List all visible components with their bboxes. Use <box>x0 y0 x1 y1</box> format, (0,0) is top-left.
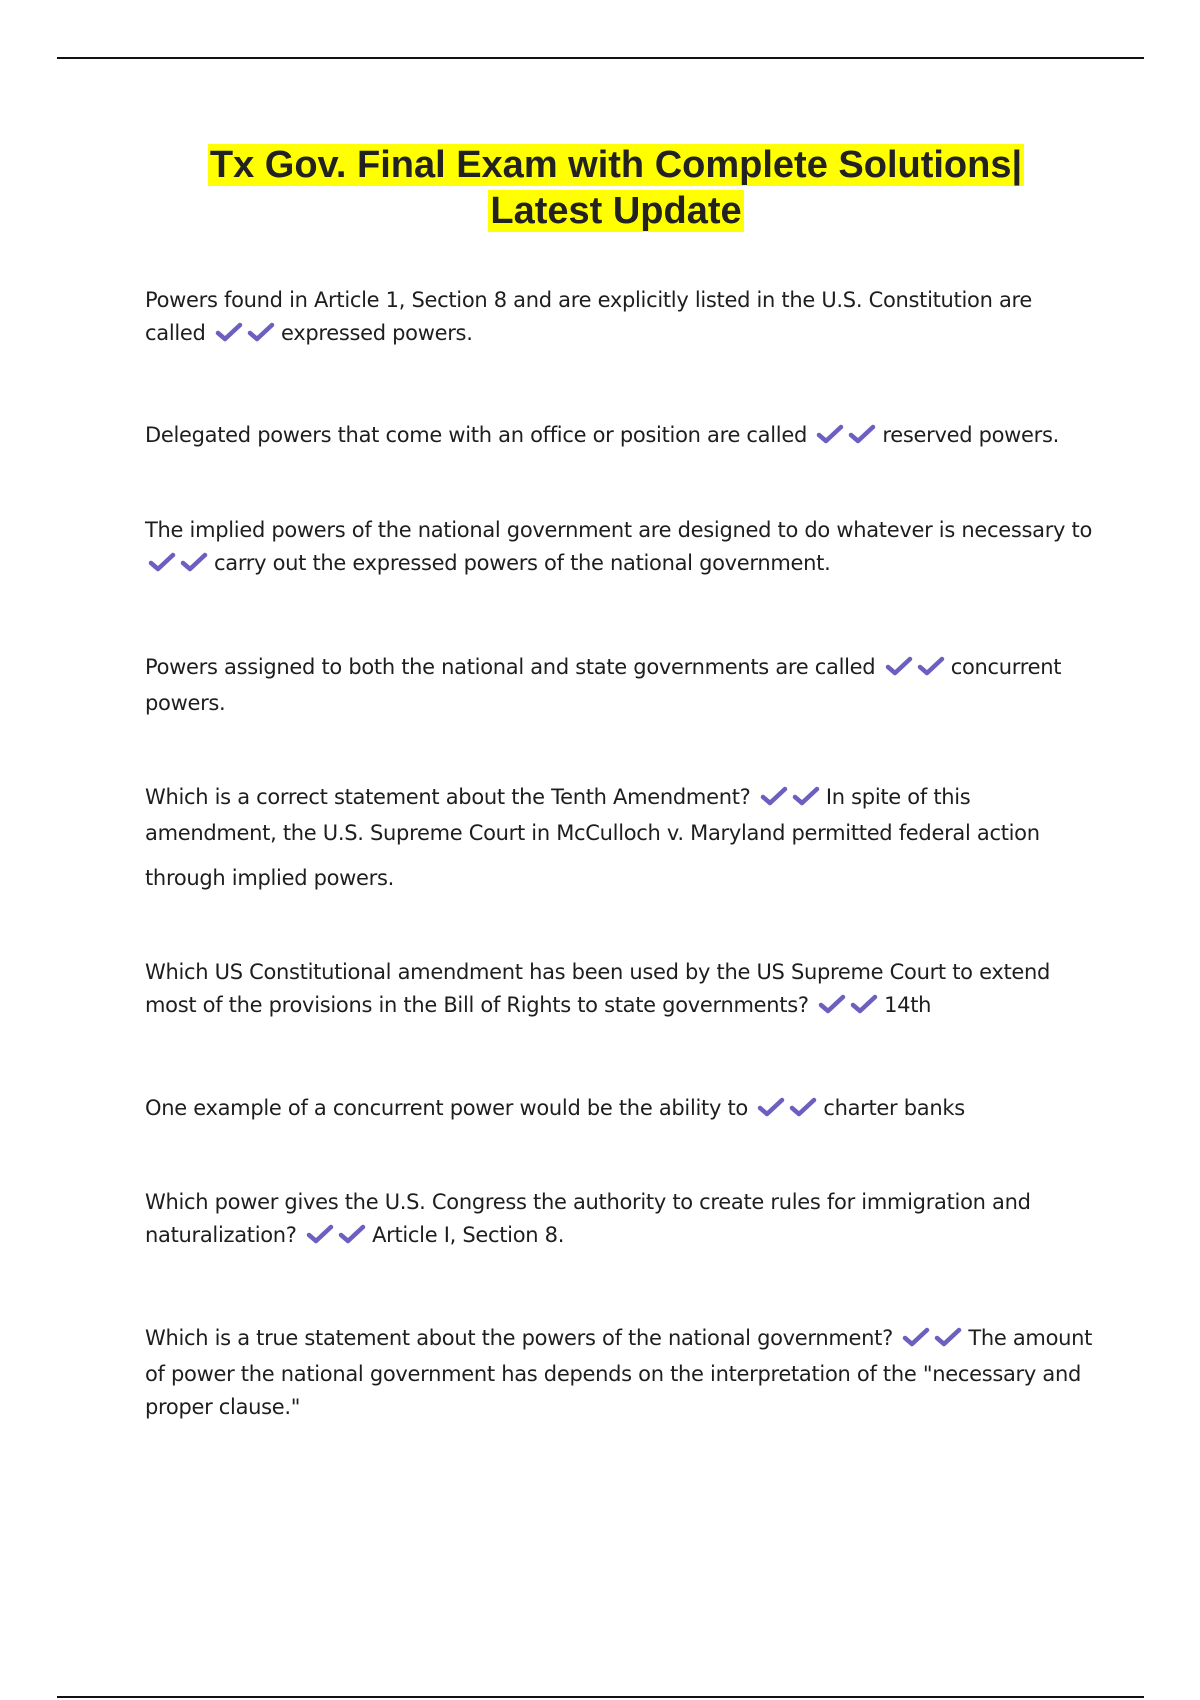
check-icon <box>885 655 913 677</box>
answer-marker <box>215 320 279 353</box>
answer-text: reserved powers. <box>882 423 1060 447</box>
answer-text: charter banks <box>823 1096 965 1120</box>
question-text: Delegated powers that come with an office or position are called <box>145 423 807 447</box>
check-icon <box>816 423 844 445</box>
qa-item <box>145 956 1095 1025</box>
answer-marker <box>818 992 882 1025</box>
check-icon <box>789 1096 817 1118</box>
bottom-divider <box>57 1696 1144 1698</box>
title-line-2: Latest Update <box>490 190 742 232</box>
answer-text: Article I, Section 8. <box>372 1223 565 1247</box>
question-text: The implied powers of the national government are designed to do whatever is necessary to <box>145 518 1093 542</box>
answer-text: 14th <box>884 993 932 1017</box>
answer-marker <box>148 550 212 583</box>
qa-item <box>145 1322 1095 1424</box>
qa-item <box>145 284 1095 353</box>
qa-item <box>145 1186 1095 1255</box>
answer-text: concurrent powers. <box>145 655 1062 715</box>
answer-marker <box>885 654 949 687</box>
answer-text: The amount of power the national government has depends on the interpretation of the "necessary and proper clause." <box>145 1326 1093 1419</box>
check-icon <box>792 785 820 807</box>
check-icon <box>215 321 243 343</box>
page-title <box>0 142 1200 234</box>
question-text: Which US Constitutional amendment has been used by the US Supreme Court to extend most of the provisions in the Bill of Rights to state governments? <box>145 960 1051 1017</box>
qa-item <box>145 419 1095 455</box>
qa-item <box>145 1092 1095 1128</box>
title-line-1: Tx Gov. Final Exam with Complete Solutions| <box>209 144 1023 186</box>
qa-item <box>145 781 1095 895</box>
question-text: Which is a true statement about the powers of the national government? <box>145 1326 893 1350</box>
answer-marker <box>760 784 824 817</box>
check-icon <box>934 1326 962 1348</box>
answer-marker <box>306 1222 370 1255</box>
question-text: Powers assigned to both the national and state governments are called <box>145 655 876 679</box>
qa-item <box>145 514 1095 583</box>
qa-item <box>145 651 1095 720</box>
check-icon <box>760 785 788 807</box>
answer-continued-text: through implied powers. <box>145 866 395 890</box>
question-text: One example of a concurrent power would be the ability to <box>145 1096 748 1120</box>
answer-marker <box>902 1325 966 1358</box>
question-text: Powers found in Article 1, Section 8 and are explicitly listed in the U.S. Constitution are called <box>145 288 1033 345</box>
top-divider <box>57 57 1144 59</box>
check-icon <box>306 1223 334 1245</box>
check-icon <box>247 321 275 343</box>
check-icon <box>902 1326 930 1348</box>
question-text: Which is a correct statement about the Tenth Amendment? <box>145 785 751 809</box>
answer-marker <box>757 1095 821 1128</box>
check-icon <box>180 551 208 573</box>
check-icon <box>848 423 876 445</box>
check-icon <box>338 1223 366 1245</box>
check-icon <box>917 655 945 677</box>
check-icon <box>850 993 878 1015</box>
answer-text: carry out the expressed powers of the national government. <box>214 551 831 575</box>
answer-marker <box>816 422 880 455</box>
question-text: Which power gives the U.S. Congress the authority to create rules for immigration and naturalization? <box>145 1190 1031 1247</box>
check-icon <box>757 1096 785 1118</box>
answer-text: In spite of this amendment, the U.S. Supreme Court in McCulloch v. Maryland permitted federal action <box>145 785 1040 845</box>
check-icon <box>818 993 846 1015</box>
check-icon <box>148 551 176 573</box>
answer-text: expressed powers. <box>280 321 473 345</box>
